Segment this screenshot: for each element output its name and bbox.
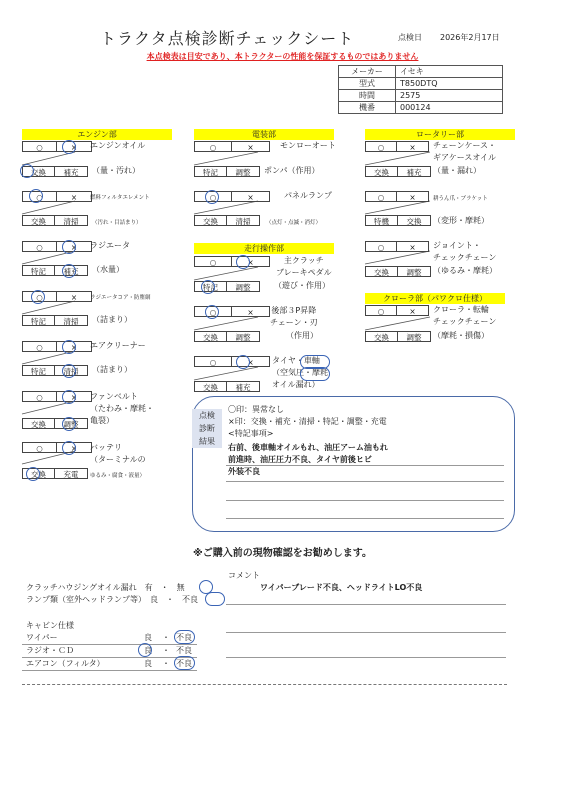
item-label: 燃料フィルタエレメント [90, 195, 150, 201]
mark-circle [26, 467, 40, 481]
ng-box[interactable]: × [397, 141, 429, 152]
tire-action[interactable] [194, 381, 260, 392]
tiller-claw-action[interactable] [365, 215, 431, 226]
ok-box[interactable]: ○ [194, 356, 232, 367]
mark-circle [62, 240, 76, 254]
battery-check[interactable] [22, 442, 92, 453]
spec-value: イセキ [396, 66, 503, 78]
rule-line [226, 481, 504, 482]
ng-box[interactable]: × [57, 442, 92, 453]
lamp-row: ランプ類（室外ヘッドランプ等） 良 ・ 不良 [26, 595, 198, 604]
dot-sep: ・ [162, 646, 170, 655]
ok-box[interactable]: ○ [194, 141, 232, 152]
section-engine: エンジン部 [22, 129, 172, 140]
mark-circle [138, 643, 152, 657]
ok-box[interactable]: ○ [22, 391, 57, 402]
item-label: 主クラッチ ブレーキペダル [276, 256, 332, 277]
clutch-check[interactable] [194, 256, 270, 267]
action-box[interactable]: 調整 [398, 266, 431, 277]
comment-text: ワイパーブレード不良、ヘッドライトLO不良 [260, 583, 423, 592]
bad-label: 不良 [176, 633, 192, 642]
action-box[interactable]: 補充 [227, 381, 260, 392]
air-cleaner-action[interactable] [22, 365, 88, 376]
mark-circle [62, 264, 76, 278]
wiper-label: ワイパー [26, 633, 58, 642]
action-box[interactable]: 調整 [227, 281, 260, 292]
mark-circle [174, 656, 195, 670]
mark-circle [31, 290, 45, 304]
ng-box[interactable]: × [57, 391, 92, 402]
crawler-action[interactable] [365, 331, 431, 342]
action-box[interactable]: 特記 [22, 365, 55, 376]
item-label: タイヤ・車軸 （空気圧・摩耗 オイル漏れ） [272, 356, 328, 389]
recommend-note: ※ご購入前の現物確認をお勧めします。 [193, 548, 372, 559]
action-box[interactable]: 清掃 [55, 365, 88, 376]
section-crawler: クローラ部（パワクロ仕様） [365, 293, 505, 304]
ok-box[interactable]: ○ [22, 191, 57, 202]
action-box[interactable]: 充電 [55, 468, 88, 479]
fan-belt-check[interactable] [22, 391, 92, 402]
ok-box[interactable]: ○ [365, 191, 397, 202]
item-label: ジョイント・ チェックチェーン [433, 241, 497, 262]
mark-circle [205, 592, 225, 606]
item-label: クローラ・転輪 チェックチェーン [433, 305, 497, 326]
good-label: 良 [144, 646, 152, 655]
rule-line [226, 518, 504, 519]
ng-box[interactable]: × [232, 191, 270, 202]
item-label: モンローオート [280, 141, 336, 150]
section-rotary: ロータリー部 [365, 129, 515, 140]
action-box[interactable]: 交換 [22, 468, 55, 479]
action-box[interactable]: 交換 [22, 166, 55, 177]
action-box[interactable]: 交換 [194, 215, 227, 226]
tire-check[interactable] [194, 356, 270, 367]
radiator-core-action[interactable] [22, 315, 88, 326]
action-box[interactable]: 特記 [22, 315, 55, 326]
rule-line [226, 604, 506, 605]
action-box[interactable]: 交換 [22, 215, 55, 226]
mark-circle [29, 189, 43, 203]
action-box[interactable]: 特機 [365, 215, 398, 226]
item-note: ポンパ（作用） [264, 166, 320, 175]
action-box[interactable]: 特記 [194, 166, 227, 177]
ng-box[interactable]: × [57, 191, 92, 202]
ng-box[interactable]: × [232, 256, 270, 267]
cabin-title: キャビン仕様 [26, 621, 74, 630]
dot-sep: ・ [162, 633, 170, 642]
mark-circle [236, 355, 250, 369]
item-note: （ゆるみ・摩耗） [433, 266, 497, 275]
spec-key: 時間 [339, 90, 396, 102]
item-note: （点灯・点滅・消灯） [266, 220, 322, 226]
radiator-action[interactable] [22, 265, 88, 276]
disclaimer: 本点検表は目安であり、本トラクターの性能を保証するものではありません [146, 52, 419, 61]
action-box[interactable]: 清掃 [227, 215, 260, 226]
spec-key: 型式 [339, 78, 396, 90]
ng-box[interactable]: × [57, 141, 92, 152]
good-label: 良 [144, 633, 152, 642]
radiator-check[interactable] [22, 241, 92, 252]
item-note: （量・漏れ） [433, 166, 481, 175]
ng-box[interactable]: × [397, 305, 429, 316]
radio-label: ラジオ・ＣＤ [26, 646, 74, 655]
chain-case-action[interactable] [365, 166, 431, 177]
bad-label: 不良 [176, 659, 192, 668]
3p-lift-action[interactable] [194, 331, 260, 342]
result-notes: 右前、後車軸オイルもれ、油圧アーム油もれ 前進時、油圧圧力不良、タイヤ前後ヒビ 外装不良 [228, 443, 388, 476]
action-box[interactable]: 調整 [227, 166, 260, 177]
item-label: ファンベルト （たわみ・摩耗・ 亀裂） [90, 392, 154, 425]
action-box[interactable]: 調整 [227, 331, 260, 342]
section-electric: 電装部 [194, 129, 334, 140]
mark-circle [201, 280, 215, 294]
item-label: 耕うん爪・ブラケット [433, 196, 488, 202]
page-title: トラクタ点検診断チェックシート [100, 29, 355, 48]
mark-circle [236, 255, 250, 269]
action-box[interactable]: 清掃 [55, 215, 88, 226]
tiller-claw-check[interactable] [365, 191, 429, 202]
rule-line [226, 657, 506, 658]
ok-box[interactable]: ○ [22, 141, 57, 152]
air-cleaner-check[interactable] [22, 341, 92, 352]
mark-circle [205, 305, 219, 319]
mark-circle [20, 164, 34, 178]
action-box[interactable]: 交換 [194, 331, 227, 342]
action-box[interactable]: 特記 [22, 265, 55, 276]
rule-line [22, 670, 197, 671]
rule-line [226, 500, 504, 501]
mark-circle [62, 417, 76, 431]
result-label: 点検 診断 結果 [192, 409, 222, 448]
ok-box[interactable]: ○ [365, 305, 397, 316]
ok-box[interactable]: ○ [22, 442, 57, 453]
item-label: バッテリ （ターミナルの [90, 443, 146, 464]
mark-circle [62, 364, 76, 378]
action-box[interactable]: 交換 [365, 166, 398, 177]
good-label: 良 [144, 659, 152, 668]
joint-check[interactable] [365, 241, 429, 252]
spec-key: メーカー [339, 66, 396, 78]
action-box[interactable]: 交換 [365, 266, 398, 277]
bad-label: 不良 [176, 646, 192, 655]
ok-box[interactable]: ○ [22, 241, 57, 252]
ok-box[interactable]: ○ [194, 306, 232, 317]
ng-box[interactable]: × [397, 191, 429, 202]
monroe-action[interactable] [194, 166, 260, 177]
action-box[interactable]: 補充 [398, 166, 431, 177]
item-note: （詰まり） [92, 315, 132, 324]
item-label: ラジエータコア・防塵網 [90, 295, 151, 301]
spec-value: 2575 [396, 90, 503, 102]
item-note: （遊び・作用） [274, 281, 330, 290]
mark-circle [62, 140, 76, 154]
joint-action[interactable] [365, 266, 431, 277]
panel-lamp-action[interactable] [194, 215, 260, 226]
fuel-filter-action[interactable] [22, 215, 88, 226]
monroe-check[interactable] [194, 141, 270, 152]
item-note: （量・汚れ） [92, 166, 140, 175]
ok-box[interactable]: ○ [22, 291, 57, 302]
bottom-divider [22, 684, 507, 685]
item-note: （摩耗・損傷） [433, 331, 489, 340]
ng-box[interactable]: × [232, 306, 270, 317]
item-label: パネルランプ [284, 191, 332, 200]
aircon-label: エアコン（フィルタ） [26, 659, 105, 668]
ng-box[interactable]: × [397, 241, 429, 252]
item-note: （詰まり） [92, 365, 132, 374]
rule-line [226, 465, 504, 466]
action-box[interactable]: 交換 [398, 215, 431, 226]
spec-value: T850DTQ [396, 78, 503, 90]
date-label: 点検日 [398, 33, 422, 42]
item-label: エアクリーナー [90, 341, 146, 350]
dot-sep: ・ [162, 659, 170, 668]
ng-box[interactable]: × [57, 291, 92, 302]
ng-box[interactable]: × [57, 341, 92, 352]
date-value: 2026年2月17日 [440, 33, 500, 42]
item-label: 後部３P昇降 チェーン・刃 [270, 306, 318, 327]
item-note: （作用） [286, 331, 318, 340]
action-box[interactable]: 清掃 [55, 315, 88, 326]
ok-box[interactable]: ○ [365, 141, 397, 152]
item-note: （変形・摩耗） [433, 216, 489, 225]
engine-oil-check[interactable] [22, 141, 92, 152]
action-box[interactable]: 交換 [194, 381, 227, 392]
result-legend: 〇印：異常なし ×印：交換・補充・清掃・特記・調整・充電 <特記事項> [228, 405, 387, 438]
ng-box[interactable]: × [57, 241, 92, 252]
comment-label: コメント [228, 571, 260, 580]
mark-circle [174, 630, 195, 644]
mark-circle [300, 367, 330, 381]
mark-circle [62, 340, 76, 354]
ok-box[interactable]: ○ [194, 191, 232, 202]
chain-case-check[interactable] [365, 141, 429, 152]
ok-box[interactable]: ○ [194, 256, 232, 267]
action-box[interactable]: 特記 [194, 281, 227, 292]
spec-value: 000124 [396, 102, 503, 114]
rule-line [226, 632, 506, 633]
ok-box[interactable]: ○ [365, 241, 397, 252]
ng-box[interactable]: × [232, 356, 270, 367]
mark-circle [62, 441, 76, 455]
item-label: ラジエータ [90, 241, 130, 250]
spec-key: 機番 [339, 102, 396, 114]
crawler-check[interactable] [365, 305, 429, 316]
action-box[interactable]: 調整 [398, 331, 431, 342]
item-note: （汚れ・目詰まり） [92, 220, 142, 226]
ok-box[interactable]: ○ [22, 341, 57, 352]
mark-circle [205, 190, 219, 204]
mark-circle [62, 390, 76, 404]
clutch-housing-row: クラッチハウジングオイル漏れ 有 ・ 無 [26, 583, 185, 592]
action-box[interactable]: 調整 [55, 418, 88, 429]
action-box[interactable]: 補充 [55, 265, 88, 276]
item-note: ゆるみ・腐食・液量） [90, 473, 146, 479]
item-label: エンジンオイル [90, 141, 146, 150]
item-note: （水量） [92, 265, 124, 274]
action-box[interactable]: 交換 [365, 331, 398, 342]
item-label: チェーンケース・ ギアケースオイル [433, 141, 497, 162]
section-travel: 走行操作部 [194, 243, 334, 254]
action-box[interactable]: 補充 [55, 166, 88, 177]
action-box[interactable]: 交換 [22, 418, 55, 429]
ng-box[interactable]: × [232, 141, 270, 152]
fan-belt-action[interactable] [22, 418, 88, 429]
